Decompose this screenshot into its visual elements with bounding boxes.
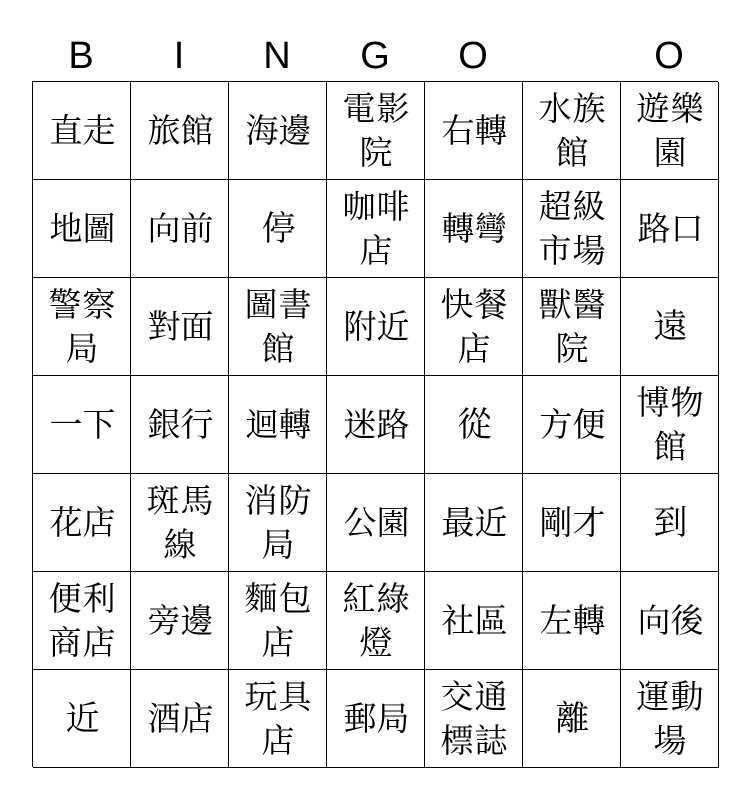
bingo-cell[interactable] [33, 474, 131, 572]
bingo-cell[interactable] [33, 82, 131, 180]
bingo-cell[interactable] [621, 376, 719, 474]
bingo-cell-text: 花店 [49, 502, 116, 542]
bingo-cell[interactable] [33, 376, 131, 474]
bingo-cell-text: 轉彎 [441, 208, 508, 248]
bingo-cell[interactable] [425, 278, 523, 376]
bingo-cell-text: 快餐店 [440, 284, 509, 368]
bingo-cell-text: 公園 [343, 502, 410, 542]
header-letter-o: O [458, 35, 488, 77]
bingo-cell[interactable] [131, 572, 229, 670]
bingo-cell[interactable] [131, 376, 229, 474]
bingo-cell-text: 地圖 [49, 208, 116, 248]
bingo-cell-text: 麵包店 [244, 578, 313, 662]
bingo-cell-text: 方便 [539, 404, 606, 444]
bingo-cell[interactable] [327, 670, 425, 768]
bingo-cell-text: 直走 [49, 110, 116, 150]
bingo-cell-text: 消防局 [244, 480, 313, 564]
bingo-cell[interactable] [131, 82, 229, 180]
bingo-cell[interactable] [425, 376, 523, 474]
header-letter-b: B [68, 35, 94, 77]
bingo-cell[interactable] [621, 474, 719, 572]
bingo-cell-text: 剛才 [539, 502, 606, 542]
bingo-cell-text: 圖書館 [244, 284, 313, 368]
bingo-cell[interactable] [425, 180, 523, 278]
bingo-cell-text: 郵局 [343, 698, 410, 738]
bingo-cell-text: 遊樂園 [636, 88, 705, 172]
bingo-cell-text: 路口 [637, 208, 704, 248]
bingo-cell-text: 從 [457, 404, 492, 445]
bingo-cell[interactable] [425, 474, 523, 572]
bingo-cell-text: 海邊 [245, 110, 312, 150]
bingo-cell-text: 電影院 [342, 88, 411, 172]
bingo-cell[interactable] [229, 376, 327, 474]
bingo-cell[interactable] [621, 180, 719, 278]
bingo-cell-text: 到 [653, 502, 688, 543]
bingo-cell-text: 紅綠燈 [342, 578, 411, 662]
bingo-cell-text: 停 [261, 208, 296, 249]
bingo-cell-text: 酒店 [147, 698, 214, 738]
bingo-cell-text: 超級市場 [538, 186, 607, 270]
header-letter-blank [522, 30, 620, 82]
bingo-cell[interactable] [33, 572, 131, 670]
bingo-cell-text: 社區 [441, 600, 508, 640]
bingo-cell[interactable] [229, 572, 327, 670]
header-letter-o-second: O [654, 35, 684, 77]
header-letter-i: I [173, 35, 185, 77]
bingo-cell[interactable] [33, 180, 131, 278]
bingo-cell-text: 旁邊 [147, 600, 214, 640]
bingo-cell[interactable] [425, 572, 523, 670]
bingo-cell-text: 獸醫院 [538, 284, 607, 368]
bingo-cell-text: 旅館 [147, 110, 214, 150]
bingo-cell[interactable] [327, 278, 425, 376]
bingo-cell-text: 迴轉 [245, 404, 312, 444]
bingo-cell[interactable] [621, 670, 719, 768]
bingo-cell-text: 運動場 [636, 676, 705, 760]
bingo-cell[interactable] [523, 670, 621, 768]
header-letter-g: G [360, 35, 390, 77]
bingo-cell-text: 便利商店 [48, 578, 117, 662]
bingo-cell-text: 遠 [653, 306, 688, 347]
bingo-cell[interactable] [523, 180, 621, 278]
bingo-cell-text: 博物館 [636, 382, 705, 466]
bingo-cell[interactable] [621, 572, 719, 670]
bingo-cell-text: 玩具店 [244, 676, 313, 760]
bingo-cell[interactable] [523, 474, 621, 572]
bingo-cell-text: 警察局 [48, 284, 117, 368]
bingo-cell-text: 水族館 [538, 88, 607, 172]
bingo-cell[interactable] [327, 180, 425, 278]
bingo-cell[interactable] [229, 180, 327, 278]
bingo-cell[interactable] [523, 82, 621, 180]
bingo-cell[interactable] [33, 278, 131, 376]
bingo-cell[interactable] [229, 474, 327, 572]
bingo-cell[interactable] [229, 670, 327, 768]
bingo-cell[interactable] [327, 474, 425, 572]
bingo-cell-text: 銀行 [147, 404, 214, 444]
bingo-cell-text: 交通標誌 [440, 676, 509, 760]
bingo-cell[interactable] [327, 82, 425, 180]
bingo-cell-text: 對面 [147, 306, 214, 346]
bingo-cell[interactable] [621, 278, 719, 376]
bingo-cell[interactable] [327, 572, 425, 670]
bingo-cell-text: 左轉 [539, 600, 606, 640]
bingo-cell[interactable] [523, 278, 621, 376]
bingo-cell[interactable] [327, 376, 425, 474]
bingo-cell[interactable] [425, 670, 523, 768]
bingo-cell-text: 一下 [49, 404, 116, 444]
bingo-cell[interactable] [523, 572, 621, 670]
bingo-cell[interactable] [131, 278, 229, 376]
bingo-cell[interactable] [621, 82, 719, 180]
header-letter-n: N [263, 35, 291, 77]
bingo-cell-text: 斑馬線 [146, 480, 215, 564]
bingo-cell-text: 向前 [147, 208, 214, 248]
bingo-cell[interactable] [229, 278, 327, 376]
bingo-cell-text: 咖啡店 [342, 186, 411, 270]
bingo-cell[interactable] [131, 474, 229, 572]
bingo-cell-text: 右轉 [441, 110, 508, 150]
bingo-cell-text: 離 [555, 698, 590, 739]
bingo-cell-text: 最近 [441, 502, 508, 542]
bingo-cell-text: 迷路 [343, 404, 410, 444]
bingo-board [32, 81, 718, 767]
bingo-cell[interactable] [131, 670, 229, 768]
bingo-cell[interactable] [523, 376, 621, 474]
bingo-cell[interactable] [33, 670, 131, 768]
bingo-cell[interactable] [131, 180, 229, 278]
bingo-header [32, 30, 718, 82]
bingo-cell[interactable] [425, 82, 523, 180]
bingo-cell-text: 附近 [343, 306, 410, 346]
bingo-cell-text: 向後 [637, 600, 704, 640]
bingo-cell[interactable] [229, 82, 327, 180]
bingo-cell-text: 近 [65, 698, 100, 739]
